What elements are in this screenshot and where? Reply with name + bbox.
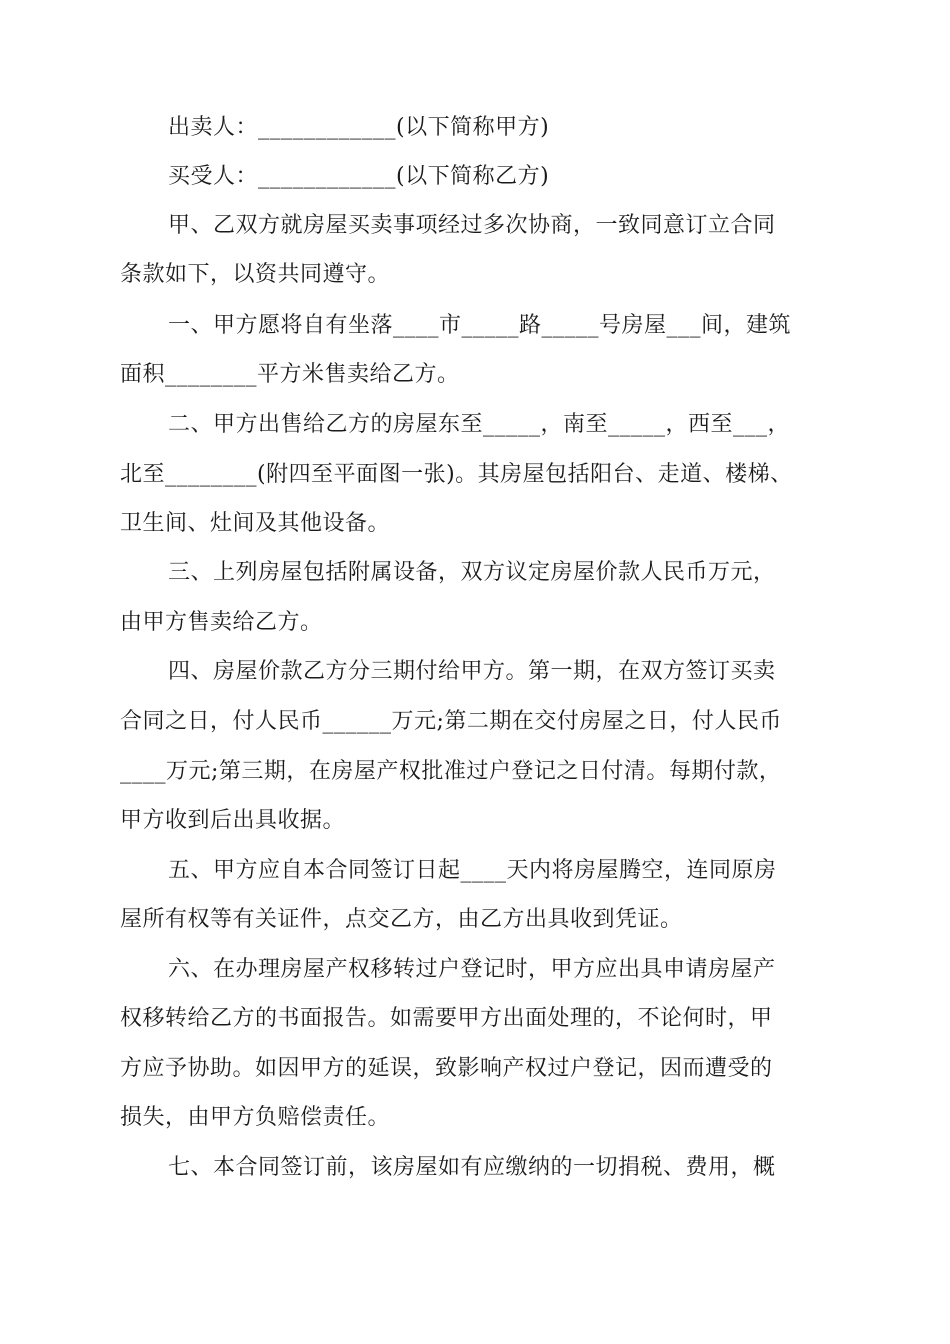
clause-1-line-2: 面积________平方米售卖给乙方。 (120, 362, 460, 387)
clause-6-line-4: 损失，由甲方负赔偿责任。 (120, 1105, 391, 1130)
clause-7-line-1: 七、本合同签订前，该房屋如有应缴纳的一切捐税、费用，概 (168, 1155, 776, 1180)
clause-3-line-2: 由甲方售卖给乙方。 (120, 610, 323, 635)
clause-4-line-1: 四、房屋价款乙方分三期付给甲方。第一期，在双方签订买卖 (168, 659, 776, 684)
clause-3-line-1: 三、上列房屋包括附属设备，双方议定房屋价款人民币万元， (168, 560, 776, 585)
intro-line-1: 甲、乙双方就房屋买卖事项经过多次协商，一致同意订立合同 (168, 213, 776, 238)
clause-2-line-2: 北至________(附四至平面图一张)。其房屋包括阳台、走道、楼梯、 (120, 462, 793, 487)
buyer-line: 买受人：____________(以下简称乙方) (168, 164, 550, 189)
clause-1-line-1: 一、甲方愿将自有坐落____市_____路_____号房屋___间，建筑 (168, 313, 792, 338)
clause-6-line-1: 六、在办理房屋产权移转过户登记时，甲方应出具申请房屋产 (168, 957, 776, 982)
clause-6-line-3: 方应予协助。如因甲方的延误，致影响产权过户登记，因而遭受的 (120, 1056, 773, 1081)
clause-6-line-2: 权移转给乙方的书面报告。如需要甲方出面处理的，不论何时，甲 (120, 1006, 773, 1031)
clause-4-line-3: ____万元;第三期，在房屋产权批准过户登记之日付清。每期付款， (120, 759, 782, 784)
clause-4-line-4: 甲方收到后出具收据。 (120, 808, 346, 833)
seller-line: 出卖人：____________(以下简称甲方) (168, 115, 550, 140)
clause-5-line-2: 屋所有权等有关证件，点交乙方，由乙方出具收到凭证。 (120, 907, 683, 932)
clause-4-line-2: 合同之日，付人民币______万元;第二期在交付房屋之日，付人民币 (120, 709, 782, 734)
intro-line-2: 条款如下，以资共同遵守。 (120, 262, 391, 287)
clause-5-line-1: 五、甲方应自本合同签订日起____天内将房屋腾空，连同原房 (168, 858, 777, 883)
clause-2-line-3: 卫生间、灶间及其他设备。 (120, 511, 391, 536)
clause-2-line-1: 二、甲方出售给乙方的房屋东至_____，南至_____，西至___， (168, 412, 791, 437)
